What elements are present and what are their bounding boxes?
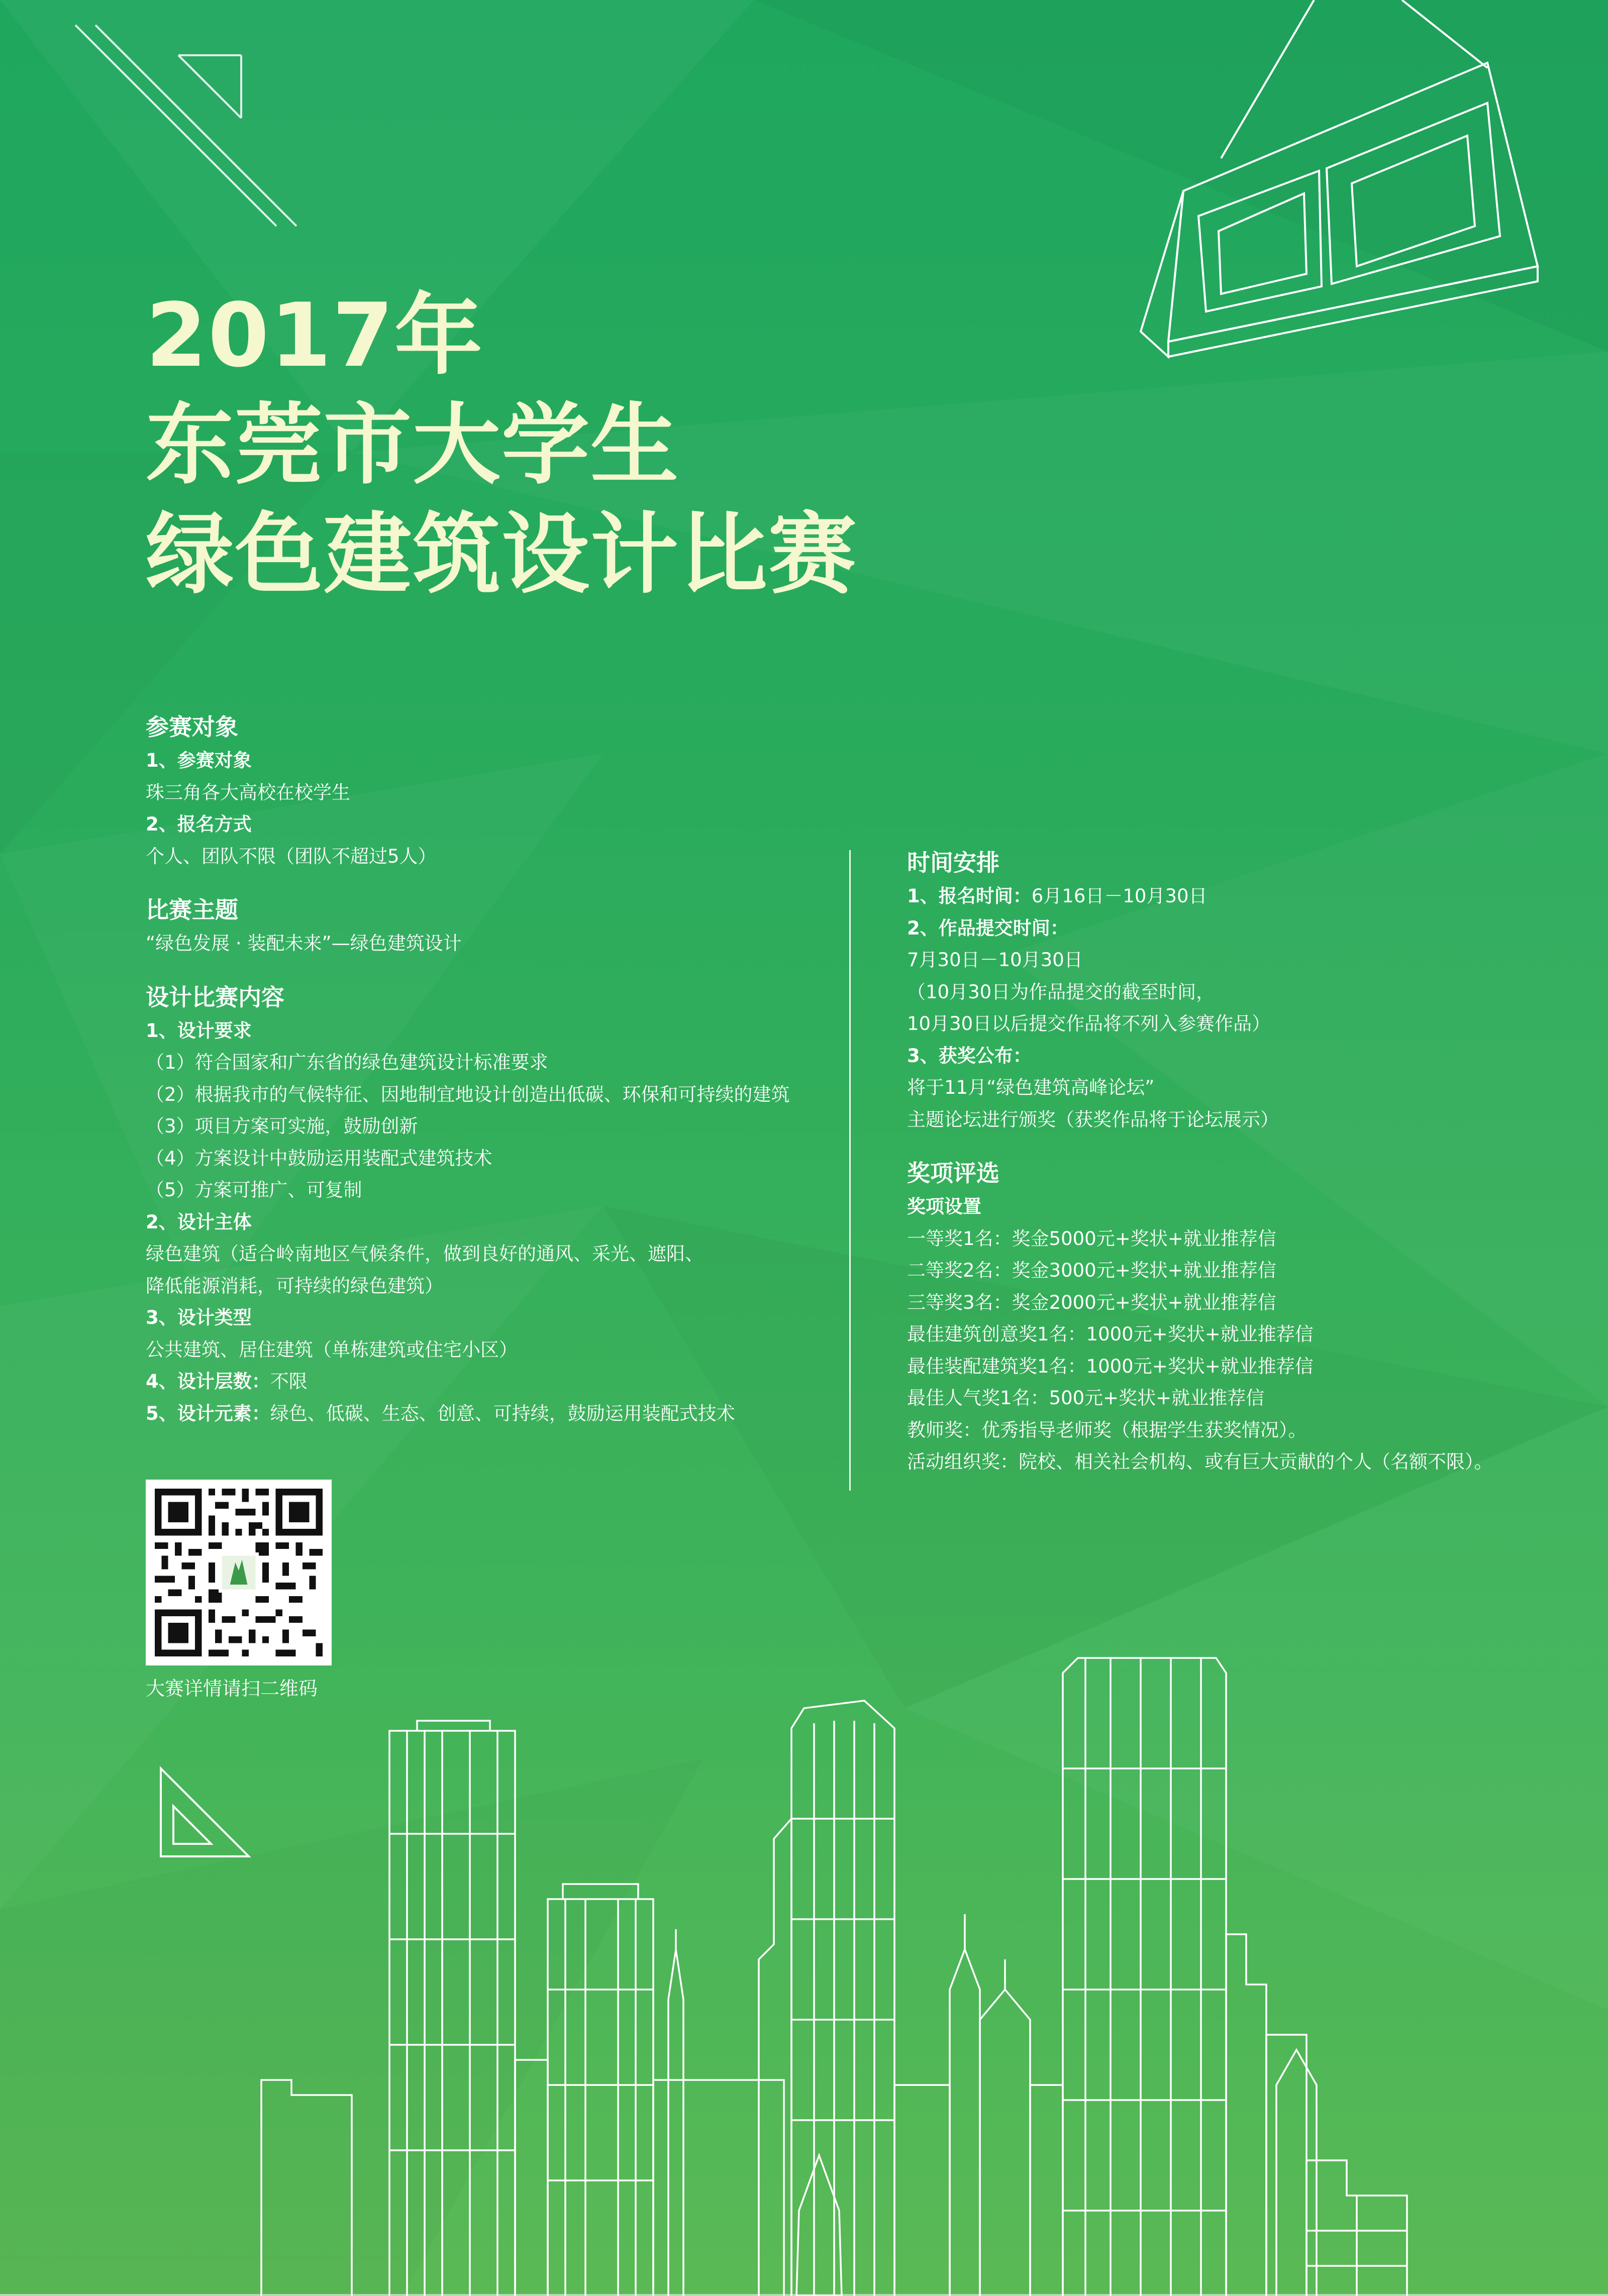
- design-floors-value: 不限: [270, 1371, 308, 1392]
- submission-time-value: 7月30日－10月30日: [907, 949, 1083, 971]
- award-item: 最佳装配建筑奖1名：1000元+奖状+就业推荐信: [907, 1355, 1314, 1377]
- design-subject-label: 2、设计主体: [146, 1211, 252, 1233]
- left-column: [146, 709, 819, 1429]
- design-subject-text-cont: 降低能源消耗，可持续的绿色建筑）: [146, 1275, 443, 1297]
- design-floors-label: 4、设计层数：: [146, 1371, 270, 1392]
- qr-code[interactable]: [146, 1480, 332, 1665]
- participants-target-label: 1、参赛对象: [146, 750, 252, 771]
- content-heading: 设计比赛内容: [146, 983, 284, 1011]
- design-type-label: 3、设计类型: [146, 1307, 252, 1328]
- column-divider: [849, 850, 851, 1491]
- design-requirement-item: （1）符合国家和广东省的绿色建筑设计标准要求: [146, 1052, 548, 1073]
- signup-time-label: 1、报名时间：: [907, 885, 1032, 907]
- design-requirement-item: （3）项目方案可实施，鼓励创新: [146, 1115, 418, 1137]
- award-item: 三等奖3名：奖金2000元+奖状+就业推荐信: [907, 1291, 1276, 1313]
- hanging-module-graphic: [1141, 0, 1538, 357]
- right-column: [907, 845, 1570, 1478]
- participants-heading: 参赛对象: [146, 713, 238, 741]
- schedule-heading: 时间安排: [907, 849, 999, 876]
- award-item: 一等奖1名：奖金5000元+奖状+就业推荐信: [907, 1227, 1276, 1249]
- award-item: 教师奖：优秀指导老师奖（根据学生获奖情况）。: [907, 1419, 1307, 1441]
- title-line-year: 2017年: [146, 285, 484, 387]
- participants-target-text: 珠三角各大高校在校学生: [146, 781, 350, 803]
- design-elements-value: 绿色、低碳、生态、创意、可持续，鼓励运用装配式技术: [270, 1402, 735, 1424]
- award-item: 最佳人气奖1名：500元+奖状+就业推荐信: [907, 1387, 1265, 1409]
- award-item: 二等奖2名：奖金3000元+奖状+就业推荐信: [907, 1260, 1276, 1281]
- page-title: [146, 281, 857, 610]
- design-requirements-label: 1、设计要求: [146, 1019, 252, 1041]
- design-requirement-item: （2）根据我市的气候特征、因地制宜地设计创造出低碳、环保和可持续的建筑: [146, 1083, 790, 1105]
- design-type-text: 公共建筑、居住建筑（单栋建筑或住宅小区）: [146, 1338, 518, 1361]
- submission-note: （10月30日为作品提交的截至时间，: [907, 981, 1215, 1003]
- award-announcement-text-cont: 主题论坛进行颁奖（获奖作品将于论坛展示）: [907, 1108, 1279, 1130]
- title-line-contest: 绿色建筑设计比赛: [146, 504, 857, 606]
- signup-method-text: 个人、团队不限（团队不超过5人）: [146, 845, 437, 867]
- title-line-city: 东莞市大学生: [146, 394, 679, 496]
- qr-caption: 大赛详情请扫二维码: [146, 1678, 318, 1700]
- awards-heading: 奖项评选: [907, 1160, 999, 1187]
- award-item: 活动组织奖：院校、相关社会机构、或有巨大贡献的个人（名额不限）。: [907, 1451, 1493, 1473]
- design-subject-text: 绿色建筑（适合岭南地区气候条件，做到良好的通风、采光、遮阳、: [146, 1243, 703, 1265]
- submission-time-label: 2、作品提交时间：: [907, 917, 1069, 939]
- award-item: 最佳建筑创意奖1名：1000元+奖状+就业推荐信: [907, 1323, 1314, 1345]
- theme-text: “绿色发展 · 装配未来”—绿色建筑设计: [146, 932, 462, 954]
- design-requirement-item: （5）方案可推广、可复制: [146, 1179, 362, 1201]
- qr-code-pattern: [155, 1489, 323, 1656]
- awards-sub-heading: 奖项设置: [907, 1196, 981, 1217]
- signup-method-label: 2、报名方式: [146, 813, 252, 835]
- submission-note-cont: 10月30日以后提交作品将不列入参赛作品）: [907, 1013, 1271, 1034]
- triangle-ruler-bottom-left: [161, 1768, 249, 1856]
- design-elements-label: 5、设计元素：: [146, 1402, 270, 1424]
- theme-heading: 比赛主题: [146, 896, 238, 923]
- design-requirement-item: （4）方案设计中鼓励运用装配式建筑技术: [146, 1147, 492, 1169]
- award-announcement-label: 3、获奖公布：: [907, 1045, 1032, 1067]
- signup-time-value: 6月16日－10月30日: [1031, 885, 1208, 907]
- award-announcement-text: 将于11月“绿色建筑高峰论坛”: [907, 1077, 1155, 1098]
- city-skyline-graphic: [0, 1658, 1608, 2296]
- diagonal-lines-top-left: [75, 25, 296, 226]
